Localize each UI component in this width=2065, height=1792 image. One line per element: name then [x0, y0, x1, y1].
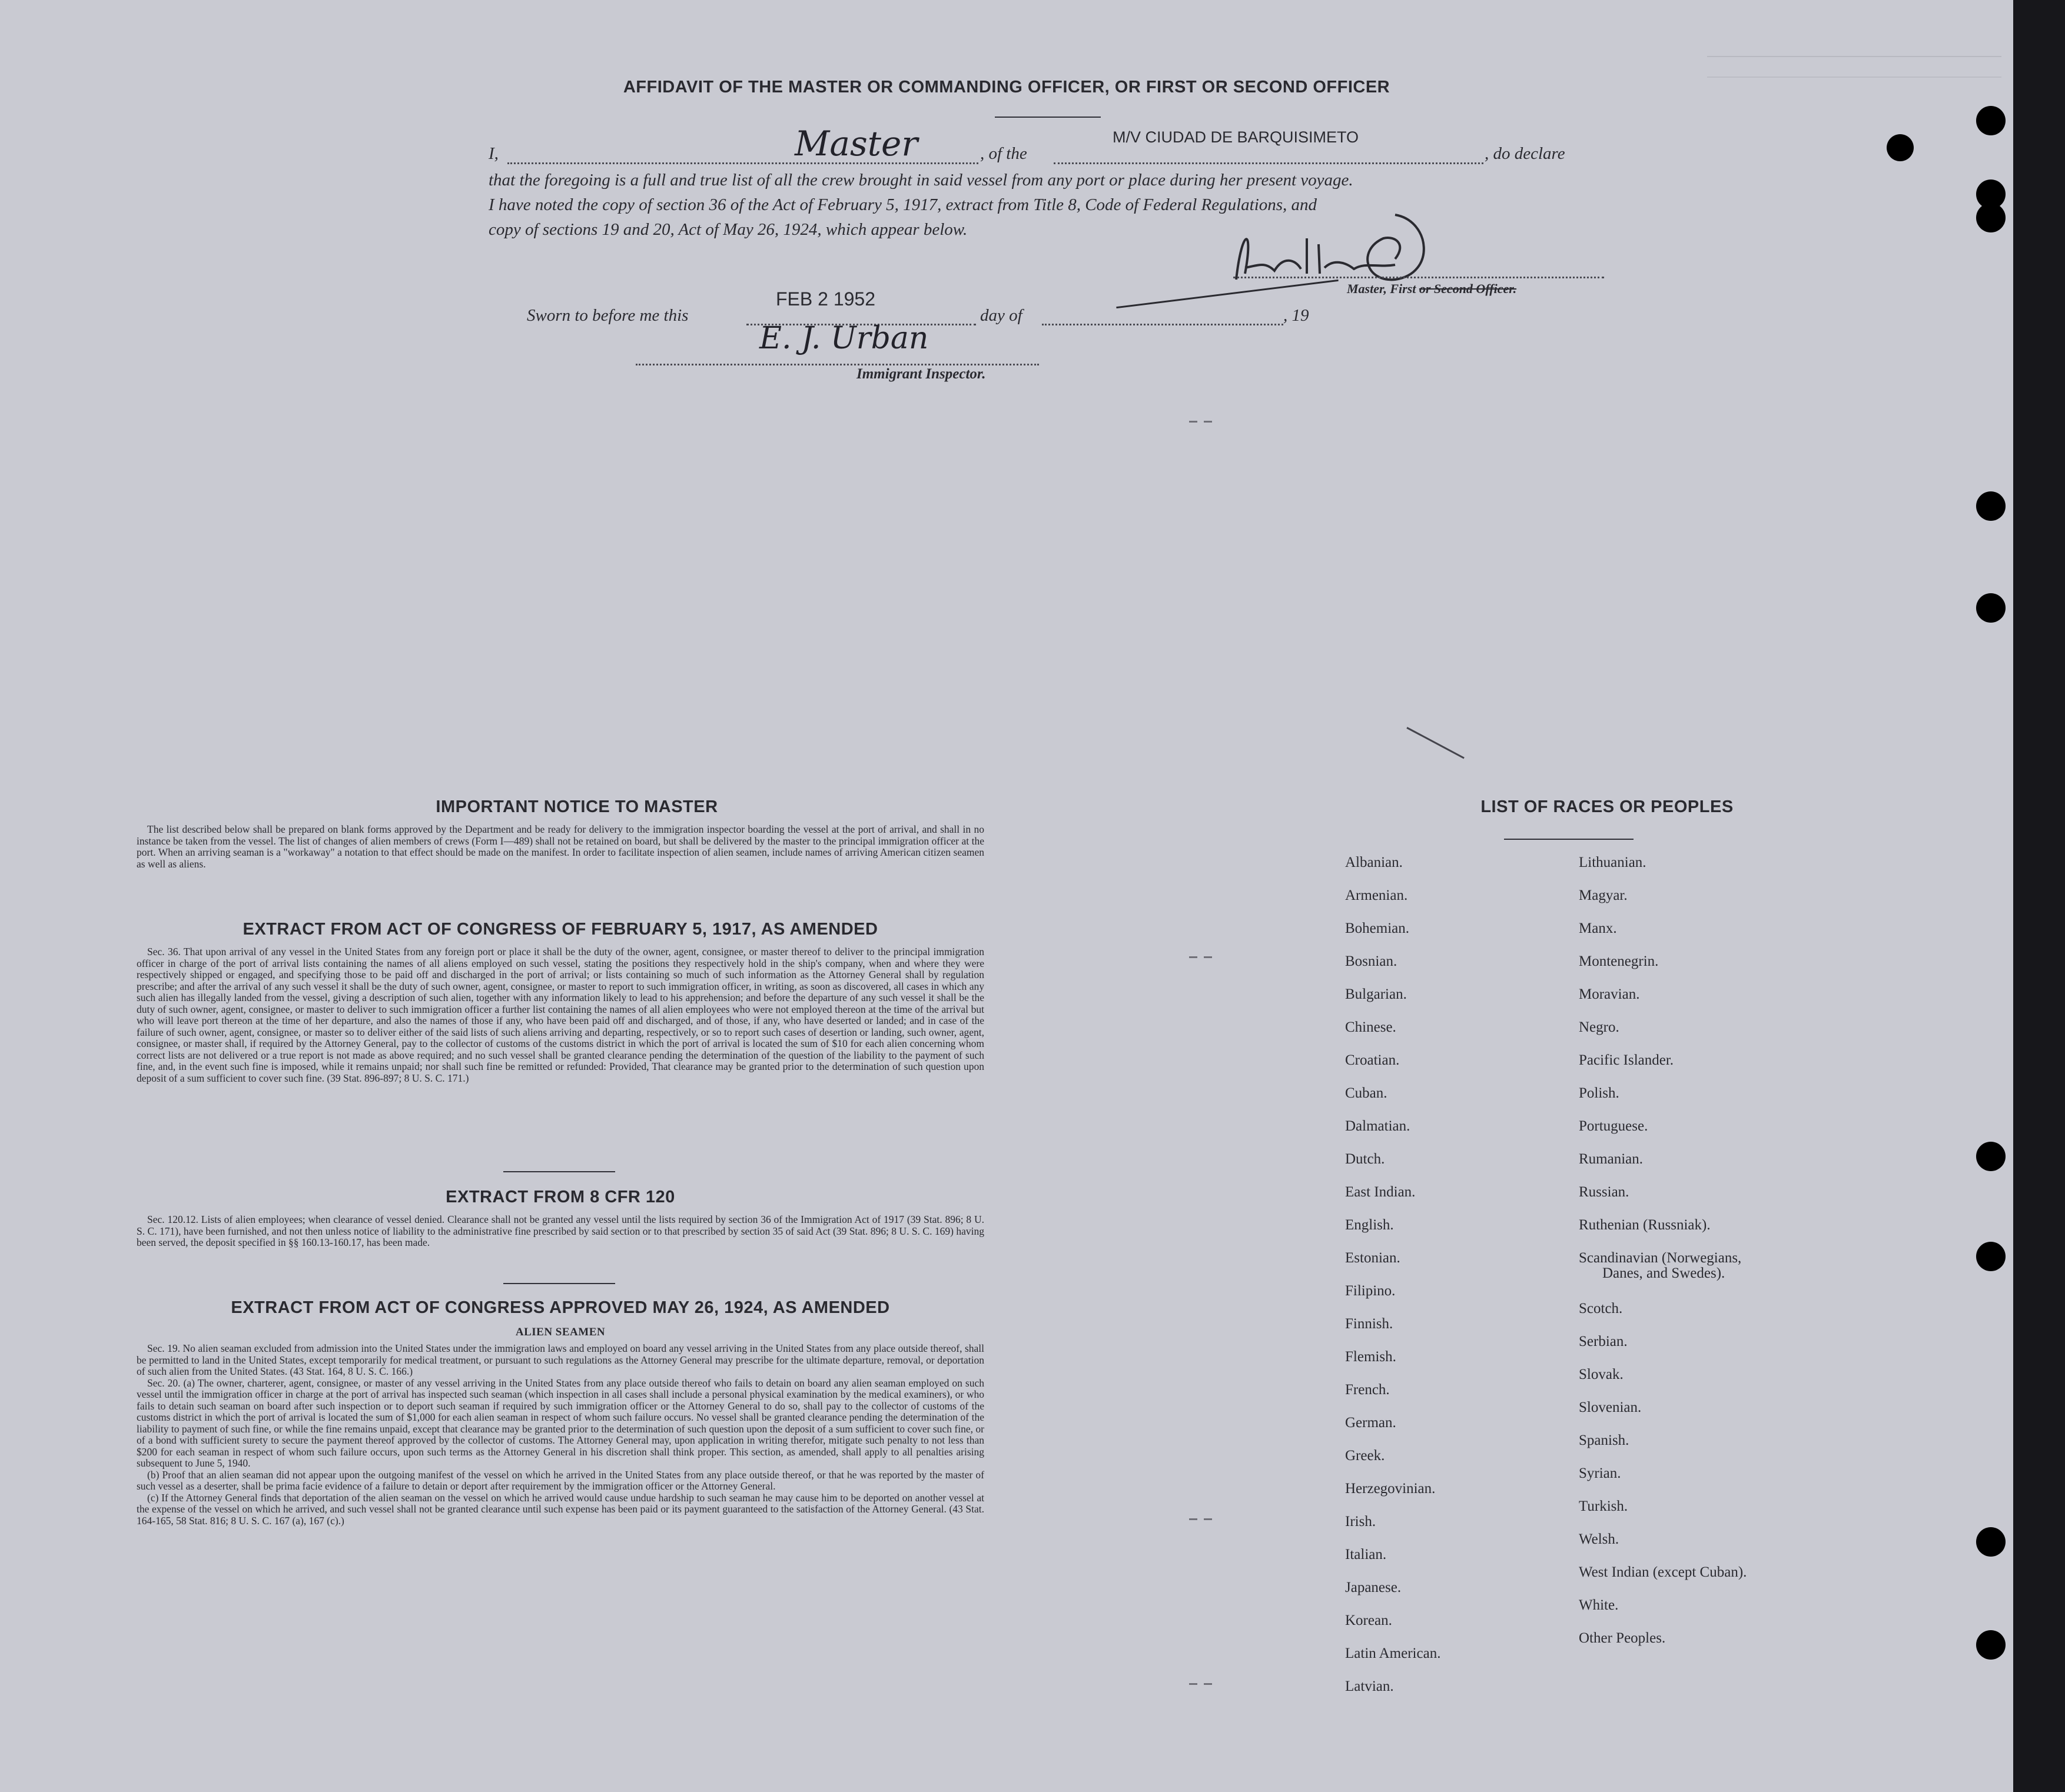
- do-declare-label: , do declare: [1485, 144, 1565, 163]
- race-item: White.: [1579, 1597, 1619, 1613]
- race-item: Flemish.: [1345, 1349, 1396, 1365]
- binder-hole: [1976, 1142, 2006, 1171]
- handwritten-rank: Master: [795, 124, 918, 164]
- races-title-underline: [1504, 839, 1634, 840]
- race-item: Finnish.: [1345, 1316, 1393, 1332]
- race-item: Serbian.: [1579, 1334, 1628, 1349]
- of-the-label: , of the: [980, 144, 1027, 163]
- date-stamp: FEB 2 1952: [776, 288, 875, 310]
- race-item: Manx.: [1579, 920, 1617, 936]
- race-item: French.: [1345, 1382, 1390, 1398]
- race-item: Turkish.: [1579, 1498, 1628, 1514]
- race-item: Other Peoples.: [1579, 1630, 1666, 1646]
- extract-cfr-paragraph: Sec. 120.12. Lists of alien employees; when clearance of vessel denied. Clearance shall not be granted any vessel until the lists required by section 36 of the Immigration Act of 1917 (39 Stat. 896; 8 U. S. C. 171), have been furnished, and not then unless notice of liability to the administrative fine prescribed by said section or to that prescribed by section 35 of said Act (39 Stat. 896; 8 U. S. C. 169) having been served, the deposit specified in §§ 160.13-160.17, has been made.: [137, 1213, 984, 1248]
- sec-20a-paragraph: Sec. 20. (a) The owner, charterer, agent, consignee, or master of any vessel arriving in the United States from any place outside thereof who fails to detain on board any alien seaman employed on such vessel until the immigration officer in charge at the port of arrival has inspected such seaman (which inspection in all cases shall include a personal physical examination by the medical examiners), or who fails to detain such seaman on board after such inspection or to deport such seaman if required by such immigration officer or the Attorney General to do so, shall pay to the collector of customs of the customs district in which the port of arrival is located the sum of $1,000 for each alien seaman in respect of whom such failure occurs. No vessel shall be granted clearance pending the determination of the liability to payment of such fine, or while the fine remains unpaid, except that clearance may be granted prior to the determination of such question upon the deposit of a sum sufficient to cover such fine, or of a bond with sufficient surety to secure the payment thereof approved by the collector of customs. The Attorney General may, upon application in writing therefor, mitigate such penalty to not less than $200 for each seaman in respect of whom such failure occurs, upon such terms as the Attorney General in his discretion shall think proper. This section, as amended, shall apply to all penalties arising subsequent to June 5, 1940.: [137, 1377, 984, 1469]
- race-item: Polish.: [1579, 1085, 1619, 1101]
- master-signature-line: [1233, 277, 1604, 278]
- race-item: Estonian.: [1345, 1250, 1400, 1266]
- vessel-name: M/V CIUDAD DE BARQUISIMETO: [1113, 128, 1359, 146]
- race-item: Albanian.: [1345, 855, 1403, 870]
- race-item: Slovak.: [1579, 1367, 1624, 1382]
- affidavit-line-4: copy of sections 19 and 20, Act of May 26, 1924, which appear below.: [489, 220, 968, 239]
- inspector-caption: Immigrant Inspector.: [856, 366, 986, 382]
- race-item: Japanese.: [1345, 1580, 1402, 1595]
- sec-20b-paragraph: (b) Proof that an alien seaman did not appear upon the outgoing manifest of the vessel on which he arrived in the United States from any place outside thereof, or that he was reported by the master of such vessel as a deserter, shall be prima facie evidence of a failure to detain or deport after requirement by the immigration officer or the Attorney General.: [137, 1468, 984, 1492]
- race-item: Croatian.: [1345, 1052, 1400, 1068]
- day-of-label: day of: [980, 306, 1022, 325]
- vessel-line: [1054, 162, 1483, 164]
- sec-19-paragraph: Sec. 19. No alien seaman excluded from admission into the United States under the immigration laws and employed on board any vessel arriving in the United States from any place outside thereof, shall be permitted to land in the United States, except temporarily for medical treatment, or pursuant to such regulations as the Attorney General may prescribe for the ultimate departure, removal, or deportation of such alien from the United States. (43 Stat. 164, 8 U. S. C. 166.): [137, 1342, 984, 1377]
- race-item: Montenegrin.: [1579, 953, 1659, 969]
- officer-caption: [1347, 281, 1516, 297]
- extract-1917-title: EXTRACT FROM ACT OF CONGRESS OF FEBRUARY 5, 1917, AS AMENDED: [243, 920, 878, 939]
- race-item: Herzegovinian.: [1345, 1481, 1436, 1497]
- race-item: Slovenian.: [1579, 1399, 1642, 1415]
- race-item: Latin American.: [1345, 1645, 1441, 1661]
- affidavit-line-3: I have noted the copy of section 36 of the Act of February 5, 1917, extract from Title 8, Code of Federal Regulations, and: [489, 195, 1317, 214]
- race-item: Filipino.: [1345, 1283, 1396, 1299]
- race-item: German.: [1345, 1415, 1396, 1431]
- race-item: Italian.: [1345, 1547, 1387, 1562]
- officer-caption-struck: or Second Officer.: [1419, 281, 1517, 296]
- race-item: Rumanian.: [1579, 1151, 1644, 1167]
- sec-20c-paragraph: (c) If the Attorney General finds that deportation of the alien seaman on the vessel on which he arrived would cause undue hardship to such seaman he may cause him to be deported on another vessel at the expense of the vessel on which he arrived, and such vessel shall not be granted clearance until such expense has been paid or its payment guaranteed to the satisfaction of the Attorney General. (43 Stat. 164-165, 58 Stat. 816; 8 U. S. C. 167 (a), 167 (c).): [137, 1491, 984, 1527]
- notice-body: [137, 824, 984, 870]
- year-label: , 19: [1283, 306, 1309, 325]
- binder-hole: [1976, 203, 2006, 232]
- race-item: Cuban.: [1345, 1085, 1387, 1101]
- extract-1917-body: [137, 946, 984, 1084]
- race-item: Korean.: [1345, 1613, 1392, 1628]
- notice-paragraph: The list described below shall be prepared on blank forms approved by the Department and be ready for delivery to the immigration inspector boarding the vessel at the port of arrival, and shall in no instance be taken from the vessel. The list of changes of alien members of crews (Form I—489) shall not be retained on board, but shall be delivered by the master to the principal immigration officer at the port. When an arriving seaman is a "workaway" a notation to that effect should be made on the manifest. In order to facilitate inspection of alien seamen, include names of arriving American citizen seamen as well as aliens.: [137, 823, 984, 870]
- race-item: Welsh.: [1579, 1531, 1619, 1547]
- race-item: Lithuanian.: [1579, 855, 1646, 870]
- race-item: Greek.: [1345, 1448, 1385, 1464]
- binder-hole: [1976, 1527, 2006, 1557]
- race-item: Magyar.: [1579, 887, 1628, 903]
- races-title: LIST OF RACES OR PEOPLES: [1480, 797, 1734, 816]
- race-item: West Indian (except Cuban).: [1579, 1564, 1747, 1580]
- race-item: Pacific Islander.: [1579, 1052, 1674, 1068]
- race-item: Armenian.: [1345, 887, 1408, 903]
- race-item: Latvian.: [1345, 1678, 1394, 1694]
- officer-caption-prefix: Master, First: [1347, 281, 1419, 296]
- race-item: Irish.: [1345, 1514, 1376, 1530]
- race-item: Portuguese.: [1579, 1118, 1648, 1134]
- race-item: East Indian.: [1345, 1184, 1416, 1200]
- race-item: Spanish.: [1579, 1432, 1629, 1448]
- notice-title: IMPORTANT NOTICE TO MASTER: [436, 797, 718, 816]
- binder-hole: [1976, 106, 2006, 135]
- affidavit-i-label: I,: [489, 144, 499, 163]
- month-line: [1042, 324, 1283, 325]
- race-item: Syrian.: [1579, 1465, 1621, 1481]
- extract-1924-body: [137, 1343, 984, 1527]
- race-item: Ruthenian (Russniak).: [1579, 1217, 1711, 1233]
- race-item: Dutch.: [1345, 1151, 1385, 1167]
- extract-1924-title: EXTRACT FROM ACT OF CONGRESS APPROVED MAY 26, 1924, AS AMENDED: [231, 1298, 890, 1317]
- bleed-through-line: [1707, 56, 2001, 57]
- binder-hole: [1976, 1242, 2006, 1271]
- race-item: Bosnian.: [1345, 953, 1397, 969]
- extract-cfr-body: [137, 1214, 984, 1249]
- affidavit-title: AFFIDAVIT OF THE MASTER OR COMMANDING OFFICER, OR FIRST OR SECOND OFFICER: [623, 78, 1390, 97]
- sworn-label: Sworn to before me this: [527, 306, 689, 325]
- binder-hole: [1976, 1630, 2006, 1660]
- extract-1924-subtitle: ALIEN SEAMEN: [515, 1326, 606, 1338]
- binder-hole: [1976, 593, 2006, 623]
- race-item: Negro.: [1579, 1019, 1619, 1035]
- section-divider: [503, 1283, 615, 1284]
- ink-mark: [1406, 727, 1465, 759]
- race-item: Scotch.: [1579, 1301, 1623, 1316]
- affidavit-line-2: that the foregoing is a full and true list of all the crew brought in said vessel from any port or place during her present voyage.: [489, 171, 1353, 189]
- race-item: Bohemian.: [1345, 920, 1410, 936]
- race-item: English.: [1345, 1217, 1394, 1233]
- race-item: Russian.: [1579, 1184, 1629, 1200]
- race-item: Scandinavian (Norwegians,: [1579, 1250, 1742, 1266]
- binder-hole: [1887, 134, 1914, 161]
- inspector-signature: E. J. Urban: [759, 321, 929, 356]
- binder-hole: [1976, 491, 2006, 521]
- title-underline: [995, 117, 1101, 118]
- race-item: Danes, and Swedes).: [1602, 1265, 1725, 1281]
- section-divider: [503, 1171, 615, 1172]
- race-item: Chinese.: [1345, 1019, 1396, 1035]
- race-item: Dalmatian.: [1345, 1118, 1410, 1134]
- race-item: Bulgarian.: [1345, 986, 1407, 1002]
- race-item: Moravian.: [1579, 986, 1640, 1002]
- inspector-line: [636, 364, 1039, 365]
- extract-1917-paragraph: Sec. 36. That upon arrival of any vessel in the United States from any foreign port or place it shall be the duty of the owner, agent, consignee, or master thereof to deliver to the principal immigration officer in charge of the port of arrival lists containing the names of all aliens employed on such vessel, stating the positions they respectively hold in the ship's company, when and where they were respectively shipped or engaged, and specifying those to be paid off and discharged in the port of arrival; or lists containing so much of such information as the Attorney General shall by regulation prescribe; and after the arrival of any such vessel it shall be the duty of such owner, agent, consignee, or master to report to such immigration officer, in writing, as soon as discovered, all cases in which any such alien has illegally landed from the vessel, giving a description of such alien, together with any information likely to lead to his apprehension; and before the departure of any such vessel it shall be the duty of such owner, agent, consignee, or master to deliver to such immigration officer a further list containing the names of all alien employees who were not employed thereon at the time of the arrival but who will leave port thereon at the time of her departure, and also the names of those if any, who have been paid off and discharged, and of those, if any, who have deserted or landed; and in case of the failure of such owner, agent, consignee, or master so to deliver either of the said lists of such aliens arriving and departing, respectively, or so to report such cases of desertion or landing, such owner, agent, consignee, or master shall, if required by the Attorney General, pay to the collector of customs of the customs district in which the port of arrival is located the sum of $10 for each alien concerning whom correct lists are not delivered or a true report is not made as above required; and no such vessel shall be granted clearance pending the determination of the question of the liability to the payment of such fine, and, in the event such fine is imposed, while it remains unpaid; nor shall such fine be remitted or refunded: Provided, That clearance may be granted prior to the determination of such question upon deposit of a sum sufficient to cover such fine. (39 Stat. 896-897; 8 U. S. C. 171.): [137, 946, 984, 1084]
- extract-cfr-title: EXTRACT FROM 8 CFR 120: [446, 1188, 675, 1206]
